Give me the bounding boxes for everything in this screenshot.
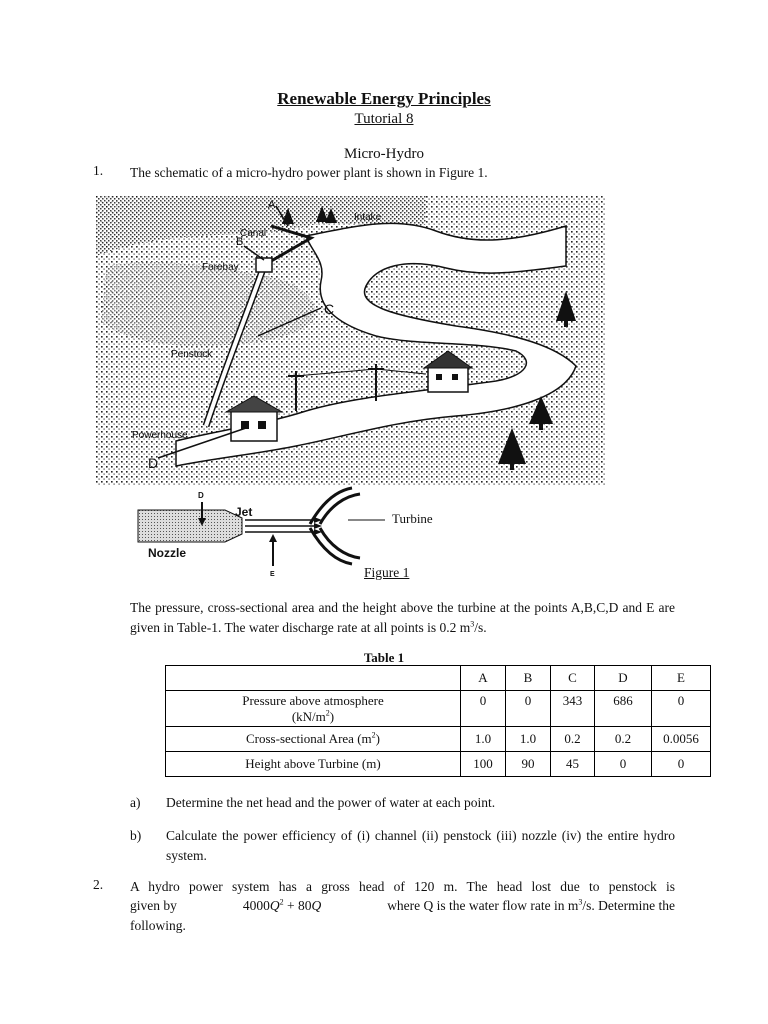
table-cell: 0.2 [551,727,595,752]
question-2-line-1: A hydro power system has a gross head of 120 m. The head lost due to penstock is [130,879,675,894]
data-table [165,665,711,777]
label-c: C [324,301,335,317]
nozzle-body [138,510,242,542]
forebay-tank [256,258,272,272]
table-cell: 0 [461,691,506,727]
label-jet: Jet [235,505,253,519]
col-header: E [652,666,711,691]
table-row [166,727,711,752]
table-cell: 686 [595,691,652,727]
table-description: The pressure, cross-sectional area and the height above the turbine at the points A,B,C,D and E are given in Table-1. The water discharge rate at all points is 0.2 $m^3/s$. [130,600,675,635]
subq-a-text: Determine the net head and the power of water at each point. [166,795,496,810]
question-1-text: The schematic of a micro-hydro power plant is shown in Figure 1. [130,165,488,180]
table-cell: 0.2 [595,727,652,752]
row-label: Cross-sectional Area $(m^2)$ [166,727,461,752]
label-e-small: E [270,571,275,578]
label-a: A [268,199,276,211]
table-cell: 0 [652,691,711,727]
page-subtitle: Tutorial 8 [354,111,414,127]
label-penstock: Penstock [171,349,213,360]
table-cell: 100 [461,752,506,777]
table-cell: 45 [551,752,595,777]
label-b: B [236,236,244,248]
figure-caption: Figure 1 [364,565,410,580]
table-row [166,691,711,727]
label-d: D [148,455,159,471]
table-cell: 1.0 [506,727,551,752]
table-cell: 343 [551,691,595,727]
table-title: Table 1 [363,650,405,665]
table-header-row [166,666,711,691]
col-header: B [506,666,551,691]
table-row [166,752,711,777]
row-label: Height above Turbine (m) [166,752,461,777]
table-cell: 0 [506,691,551,727]
col-header: C [551,666,595,691]
question-number-2: 2. [93,877,104,892]
jet-lines [245,520,318,532]
table-cell: 90 [506,752,551,777]
label-d-small: D [198,491,204,500]
question-2-line-3: following. [130,918,186,933]
table-cell: 0 [652,752,711,777]
table-cell: 0.0056 [652,727,711,752]
row-label: Pressure above atmosphere $(kN/m^2)$ [166,691,461,727]
subq-a-label: a) [130,795,141,810]
col-header: A [461,666,506,691]
section-heading: Micro-Hydro [344,146,424,162]
label-turbine: Turbine [392,511,433,526]
question-number-1: 1. [93,163,104,178]
micro-hydro-schematic [96,196,606,486]
label-intake: Intake [354,212,382,223]
label-canal: Canal [240,228,267,239]
head-loss-formula: $4000Q^2 + 80Q$ [242,897,322,913]
label-powerhouse: Powerhouse [132,430,188,441]
table-cell: 1.0 [461,727,506,752]
question-2-line-2: given by $4000Q^2 + 80Q$ where Q is the water flow rate in $m^3/s$. Determine the [130,896,675,916]
table-cell: 0 [595,752,652,777]
col-header: D [595,666,652,691]
page-title: Renewable Energy Principles [277,89,491,108]
subq-b-label: b) [130,828,142,843]
label-nozzle: Nozzle [148,546,187,560]
label-forebay: Forebay [202,262,239,273]
subq-b-text: Calculate the power efficiency of (i) channel (ii) penstock (iii) nozzle (iv) the entire hydro system. [166,828,675,863]
